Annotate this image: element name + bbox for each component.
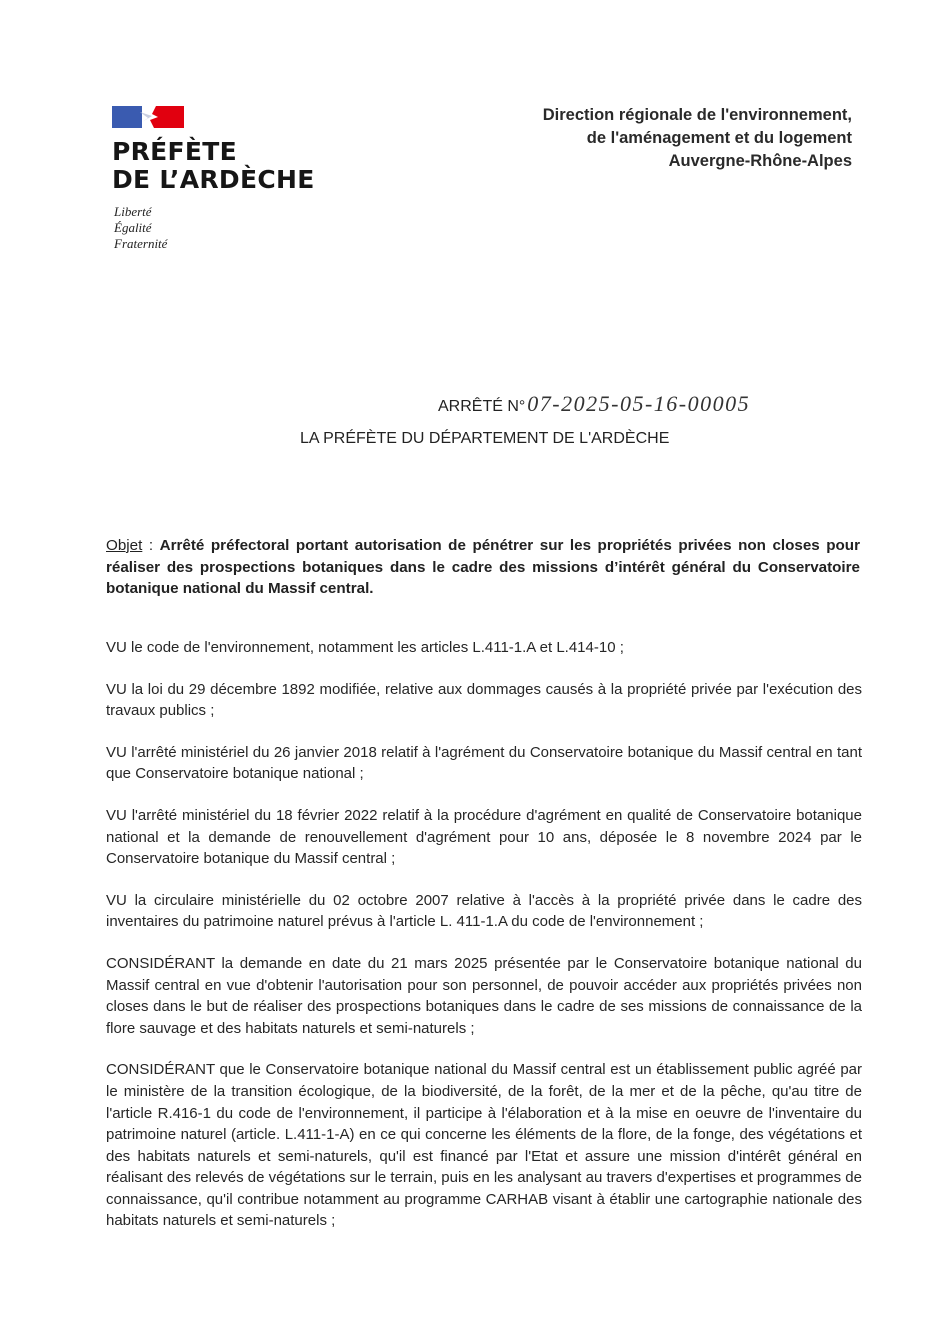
issuer-line: de l'aménagement et du logement [586,129,852,147]
paragraph: VU le code de l'environnement, notamment les articles L.411-1.A et L.414-10 ; [106,639,624,656]
paragraph: VU l'arrêté ministériel du 26 janvier 2018 relatif à l'agrément du Conservatoire botanique du Massif central en tant que Conservatoire botanique national ; [106,743,862,783]
issuer-line: Direction régionale de l'environnement, [542,106,852,124]
motto-egalite: Égalité [114,220,152,235]
objet-text: Arrêté préfectoral portant autorisation de pénétrer sur les propriétés privées non closes pour réaliser des prospections botaniques dans le cadre des missions d’intérêt général du Conservatoire botanique national du Massif central. [106,537,860,597]
arrete-prefix: ARRÊTÉ N° [438,398,526,415]
document-body [106,637,862,1252]
issuer-line: Auvergne-Rhône-Alpes [668,152,852,170]
paragraph: CONSIDÉRANT la demande en date du 21 mars 2025 présentée par le Conservatoire botanique national du Massif central en vue d'obtenir l'autorisation pour son personnel, de pouvoir accéder aux propriétés privées non closes dans le but de réaliser des prospections botaniques dans le cadre de ses missions de connaissance de la flore sauvage et des habitats naturels et semi-naturels ; [106,954,862,1037]
arrete-number [438,392,858,419]
motto-liberte: Liberté [114,204,152,219]
republic-motto [114,204,234,252]
logo-title-line2: DE L’ARDÈCHE [112,165,315,194]
objet-block [106,535,860,600]
issuer-block [432,104,852,173]
logo-title [112,138,372,194]
paragraph: VU l'arrêté ministériel du 18 février 2022 relatif à la procédure d'agrément en qualité de Conservatoire botanique national et la demande de renouvellement d'agrément pour 10 ans, déposée le 8 novembre 2024 par le Conservatoire botanique du Massif central ; [106,806,862,868]
paragraph: VU la loi du 29 décembre 1892 modifiée, relative aux dommages causés à la propriété privée par l'exécution des travaux publics ; [106,680,862,720]
objet-separator: : [142,537,160,554]
marianne-flag-icon [112,104,184,130]
motto-fraternite: Fraternité [114,236,168,251]
paragraph: CONSIDÉRANT que le Conservatoire botanique national du Massif central est un établissement public agréé par le ministère de la transition écologique, de la biodiversité, de la forêt, de la mer et de la pêche, qu'au titre de l'article R.416-1 du code de l'environnement, il participe à l'élaboration et à la mise en oeuvre de l'inventaire du patrimoine naturel (article. L.411-1-A) en ce qui concerne les éléments de la flore, de la fonge, des végétations et des habitats naturels et semi-naturels, qu'il est financé par l'Etat et assure une mission d'intérêt général en réalisant des relevés de végétations sur le terrain, puis en les analysant au travers d'expertises et programmes de connaissance, qu'il contribue notamment au programme CARHAB visant à établir une cartographie nationale des habitats naturels et semi-naturels ; [106,1061,862,1230]
authority-line: LA PRÉFÈTE DU DÉPARTEMENT DE L'ARDÈCHE [300,430,670,447]
paragraph: VU la circulaire ministérielle du 02 octobre 2007 relative à l'accès à la propriété privée dans le cadre des inventaires du patrimoine naturel prévus à l'article L. 411-1.A du code de l'environnement ; [106,891,862,931]
logo-title-line1: PRÉFÈTE [112,137,238,166]
handwritten-number: 07-2025-05-16-00005 [527,391,751,416]
objet-label: Objet [106,537,143,554]
